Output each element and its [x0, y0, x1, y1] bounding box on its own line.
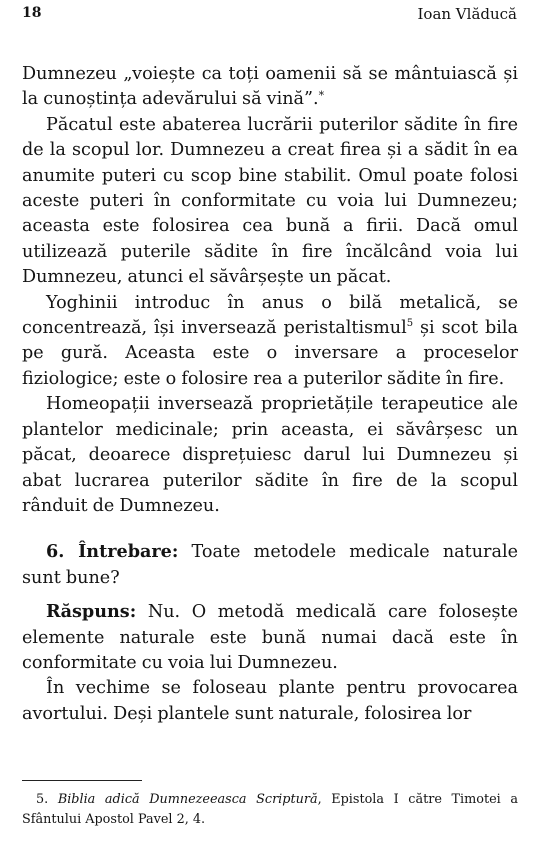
- question-label: 6. Întrebare:: [46, 541, 179, 563]
- question-6: [22, 539, 518, 591]
- paragraph-1: [22, 62, 518, 113]
- paragraph-yogis: [22, 291, 518, 393]
- paragraph-yogis-text-b: și scot bila pe gură. Aceasta este o inversare a proceselor fiziologice; este o folosire rea a puterilor sădite în fire.: [22, 318, 519, 389]
- answer: [22, 599, 518, 676]
- question-text: Toate metodele medicale naturale sunt bune?: [22, 542, 518, 588]
- footnote-book-title: Biblia adică Dumnezeeasca Scriptură: [57, 792, 318, 807]
- footnote-text: , Epistola I către Timotei a Sfântului Apostol Pavel 2, 4.: [22, 792, 518, 827]
- body-text: [22, 62, 518, 727]
- paragraph-yogis-text-a: Yoghinii introduc în anus o bilă metalică, se concentrează, își inversează peristaltismul: [22, 292, 518, 339]
- footnote: [22, 790, 518, 830]
- paragraph-homeopathy: Homeopații inversează proprietățile terapeutice ale plantelor medicinale; prin aceasta, ei săvârșesc un păcat, deoarece disprețuiesc darul lui Dumnezeu și abat lucrarea puterilor sădite în fire de la scopul rânduit de Dumnezeu.: [22, 394, 518, 516]
- footnote-number: 5.: [36, 792, 49, 807]
- paragraph-abortion: În vechime se foloseau plante pentru provocarea avortului. Deși plantele sunt naturale, folosirea lor: [22, 678, 518, 724]
- running-header-author: Ioan Vlăducă: [417, 5, 517, 23]
- footnote-divider: [22, 780, 142, 781]
- asterisk-mark: *: [318, 89, 325, 103]
- running-header: [22, 5, 517, 27]
- page-number: 18: [22, 5, 42, 21]
- paragraph-sin-definition: Păcatul este abaterea lucrării puterilor sădite în fire de la scopul lor. Dumnezeu a creat firea și a sădit în ea anumite puteri cu scop bine stabilit. Omul poate folosi aceste puteri în conformitate cu voia lui Dumnezeu; aceasta este folosirea cea bună a firii. Dacă omul utilizează puterile sădite în fire încălcând voia lui Dumnezeu, atunci el săvârșește un păcat.: [22, 114, 518, 288]
- footnote-reference: 5: [406, 318, 414, 330]
- answer-text: Nu. O metodă medicală care folosește elemente naturale este bună numai dacă este în conformitate cu voia lui Dumnezeu.: [22, 602, 518, 673]
- answer-label: Răspuns:: [46, 601, 137, 623]
- paragraph-1-text: Dumnezeu „voiește ca toți oamenii să se mântuiască și la cunoștința adevărului să vină”.: [22, 64, 518, 110]
